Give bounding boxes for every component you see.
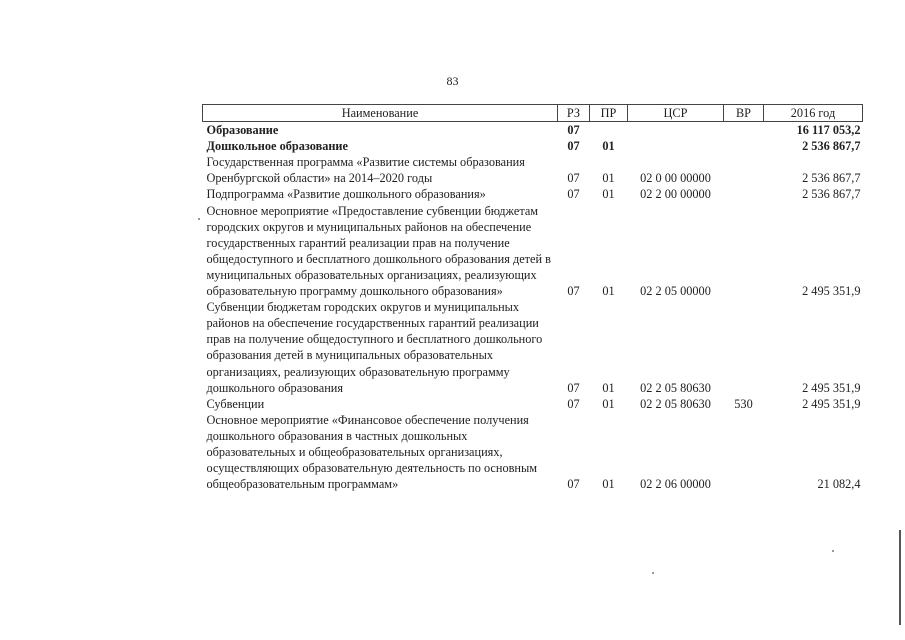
header-csr: ЦСР <box>628 105 724 122</box>
row-amount: 2 495 351,9 <box>802 284 861 299</box>
header-rz: РЗ <box>558 105 590 122</box>
row-name: Дошкольное образование <box>206 139 348 154</box>
row-csr <box>628 122 724 139</box>
row-amount: 2 495 351,9 <box>802 380 861 395</box>
row-rz: 07 <box>567 477 580 492</box>
table-row <box>203 154 863 186</box>
table-row <box>203 299 863 396</box>
row-rz: 07 <box>567 171 580 186</box>
row-amount: 16 117 053,2 <box>796 123 861 138</box>
row-amount: 21 082,4 <box>817 477 861 492</box>
scan-speck <box>198 218 200 220</box>
row-rz: 07 <box>567 123 580 138</box>
header-year: 2016 год <box>764 105 863 122</box>
row-pr: 01 <box>602 380 615 395</box>
row-csr <box>628 138 724 154</box>
row-pr <box>590 122 628 139</box>
row-csr: 02 2 05 80630 <box>640 380 711 395</box>
table-header-row <box>203 105 863 122</box>
table-row <box>203 186 863 202</box>
row-name: Субвенции бюджетам городских округов и муниципальных районов на обеспечение государственных гарантий реализации прав на получение общедоступного и бесплатного дошкольного образования детей в муниципальных образовательных организациях, реализующих образовательную программу дошкольного образования <box>206 300 543 395</box>
row-name: Основное мероприятие «Финансовое обеспечение получения дошкольного образования в частных дошкольных образовательных и общеобразовательных организациях, осуществляющих образовательную деятельность по основным общеобразовательным программам» <box>206 412 538 492</box>
row-rz: 07 <box>567 396 580 411</box>
row-amount: 2 536 867,7 <box>802 187 861 202</box>
row-rz: 07 <box>567 380 580 395</box>
table-row <box>203 412 863 492</box>
row-name: Образование <box>206 123 279 138</box>
table-row <box>203 138 863 154</box>
row-vr <box>724 299 764 396</box>
row-csr: 02 2 00 00000 <box>640 187 711 202</box>
header-name: Наименование <box>203 105 558 122</box>
table-row <box>203 203 863 300</box>
row-vr <box>724 186 764 202</box>
row-pr: 01 <box>602 171 615 186</box>
row-vr <box>724 122 764 139</box>
row-pr: 01 <box>602 187 615 202</box>
header-vr: ВР <box>724 105 764 122</box>
row-csr: 02 0 00 00000 <box>640 171 711 186</box>
row-name: Субвенции <box>206 396 265 411</box>
page-number: 83 <box>446 74 459 88</box>
row-amount: 2 536 867,7 <box>802 139 861 154</box>
row-vr <box>724 154 764 186</box>
row-vr <box>724 138 764 154</box>
budget-table <box>202 104 863 492</box>
row-csr: 02 2 05 80630 <box>640 396 711 411</box>
row-name: Основное мероприятие «Предоставление субвенции бюджетам городских округов и муниципальных районов на обеспечение государственных гарантий реализации прав на получение общедоступного и бесплатного дошкольного образования детей в муниципальных образовательных организациях, реализующих образовательную программу дошкольного образования» <box>206 203 551 299</box>
scan-edge-line <box>899 530 901 625</box>
row-name: Подпрограмма «Развитие дошкольного образования» <box>206 187 486 202</box>
row-pr: 01 <box>602 477 615 492</box>
row-amount: 2 536 867,7 <box>802 171 861 186</box>
table-row <box>203 122 863 139</box>
row-rz: 07 <box>567 187 580 202</box>
scan-speck <box>832 550 834 552</box>
row-vr: 530 <box>734 396 753 411</box>
scan-speck <box>652 572 654 574</box>
row-name: Государственная программа «Развитие системы образования Оренбургской области» на 2014–2020 годы <box>206 155 525 186</box>
row-csr: 02 2 06 00000 <box>640 477 711 492</box>
row-rz: 07 <box>567 284 580 299</box>
row-rz: 07 <box>567 139 580 154</box>
row-pr: 01 <box>602 396 615 411</box>
row-amount: 2 495 351,9 <box>802 396 861 411</box>
row-vr <box>724 203 764 300</box>
row-pr: 01 <box>602 139 615 154</box>
table-row <box>203 396 863 412</box>
row-csr: 02 2 05 00000 <box>640 284 711 299</box>
row-pr: 01 <box>602 284 615 299</box>
header-pr: ПР <box>590 105 628 122</box>
row-vr <box>724 412 764 492</box>
